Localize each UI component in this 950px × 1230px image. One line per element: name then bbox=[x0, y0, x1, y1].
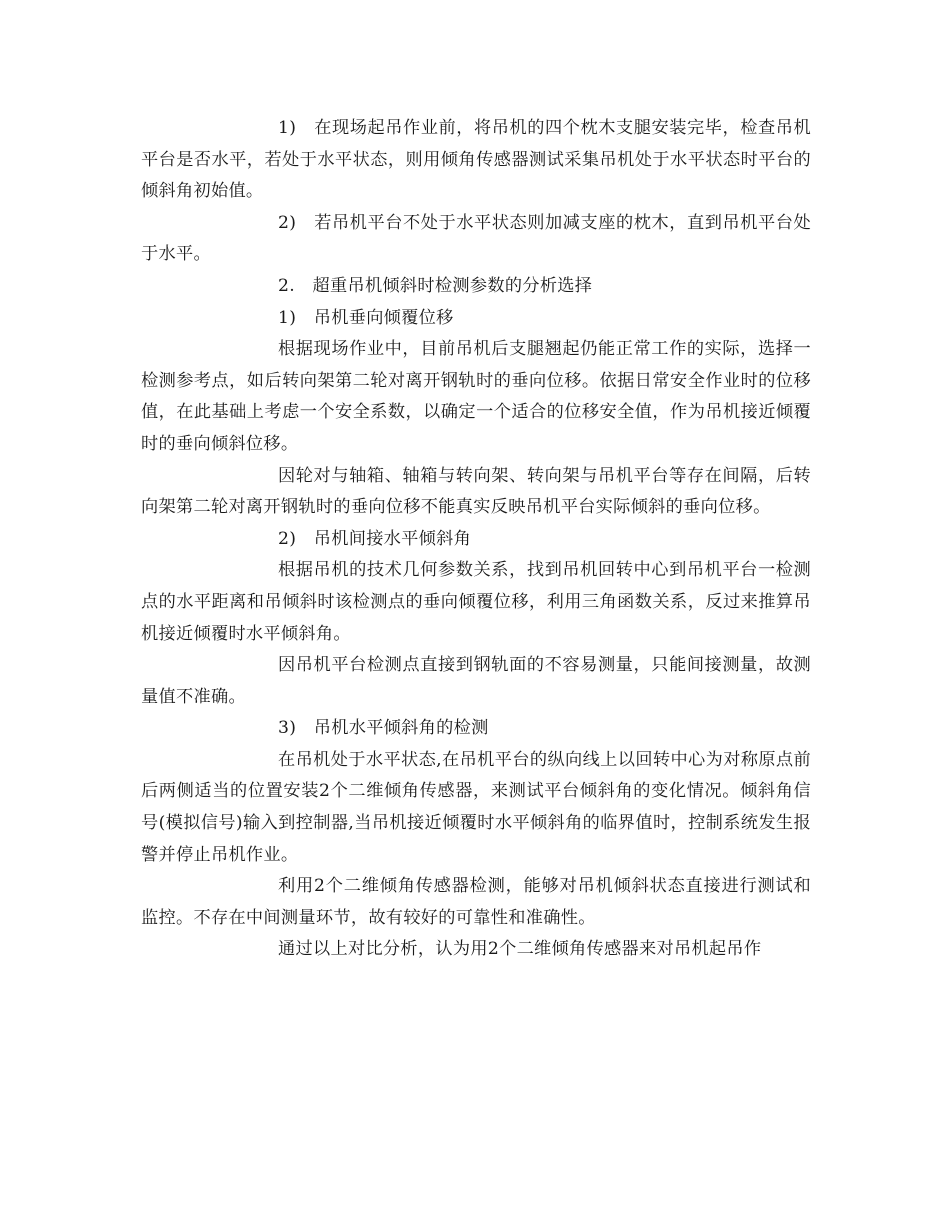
paragraph-vertical-displacement-drawback: 因轮对与轴箱、轴箱与转向架、转向架与吊机平台等存在间隔，后转向架第二轮对离开钢轨时的垂向位移不能真实反映吊机平台实际倾斜的垂向位移。 bbox=[141, 465, 811, 518]
document-body bbox=[141, 113, 811, 966]
paragraph-conclusion: 通过以上对比分析，认为用2个二维倾角传感器来对吊机起吊作 bbox=[278, 939, 762, 960]
paragraph-tilt-sensor-advantages: 利用2个二维倾角传感器检测，能够对吊机倾斜状态直接进行测试和监控。不存在中间测量环节，故有较好的可靠性和准确性。 bbox=[141, 876, 811, 928]
subheading-indirect-tilt-angle: 2) 吊机间接水平倾斜角 bbox=[278, 528, 472, 549]
paragraph-step-2-adjust-sleepers: 2) 若吊机平台不处于水平状态则加减支座的枕木，直到吊机平台处于水平。 bbox=[141, 212, 811, 265]
section-heading-parameter-analysis: 2. 超重吊机倾斜时检测参数的分析选择 bbox=[278, 275, 593, 296]
subheading-tilt-angle-detection: 3) 吊机水平倾斜角的检测 bbox=[278, 718, 489, 739]
subheading-vertical-displacement: 1) 吊机垂向倾覆位移 bbox=[278, 307, 454, 328]
paragraph-indirect-tilt-method: 根据吊机的技术几何参数关系，找到吊机回转中心到吊机平台一检测点的水平距离和吊倾斜时该检测点的垂向倾覆位移，利用三角函数关系，反过来推算吊机接近倾覆时水平倾斜角。 bbox=[141, 560, 811, 644]
paragraph-vertical-displacement-method: 根据现场作业中，目前吊机后支腿翘起仍能正常工作的实际，选择一检测参考点，如后转向架第二轮对离开钢轨时的垂向位移。依据日常安全作业时的位移值，在此基础上考虑一个安全系数，以确定一个适合的位移安全值，作为吊机接近倾覆时的垂向倾斜位移。 bbox=[141, 339, 811, 454]
paragraph-indirect-tilt-drawback: 因吊机平台检测点直接到钢轨面的不容易测量，只能间接测量，故测量值不准确。 bbox=[141, 655, 811, 707]
paragraph-tilt-sensor-installation: 在吊机处于水平状态,在吊机平台的纵向线上以回转中心为对称原点前后两侧适当的位置安装2个二维倾角传感器，来测试平台倾斜角的变化情况。倾斜角信号(模拟信号)输入到控制器,当吊机接近倾覆时水平倾斜角的临界值时，控制系统发生报警并停止吊机作业。 bbox=[141, 749, 811, 865]
paragraph-step-1-leveling-check: 1) 在现场起吊作业前，将吊机的四个枕木支腿安装完毕，检查吊机平台是否水平，若处于水平状态，则用倾角传感器测试采集吊机处于水平状态时平台的倾斜角初始值。 bbox=[141, 118, 811, 202]
